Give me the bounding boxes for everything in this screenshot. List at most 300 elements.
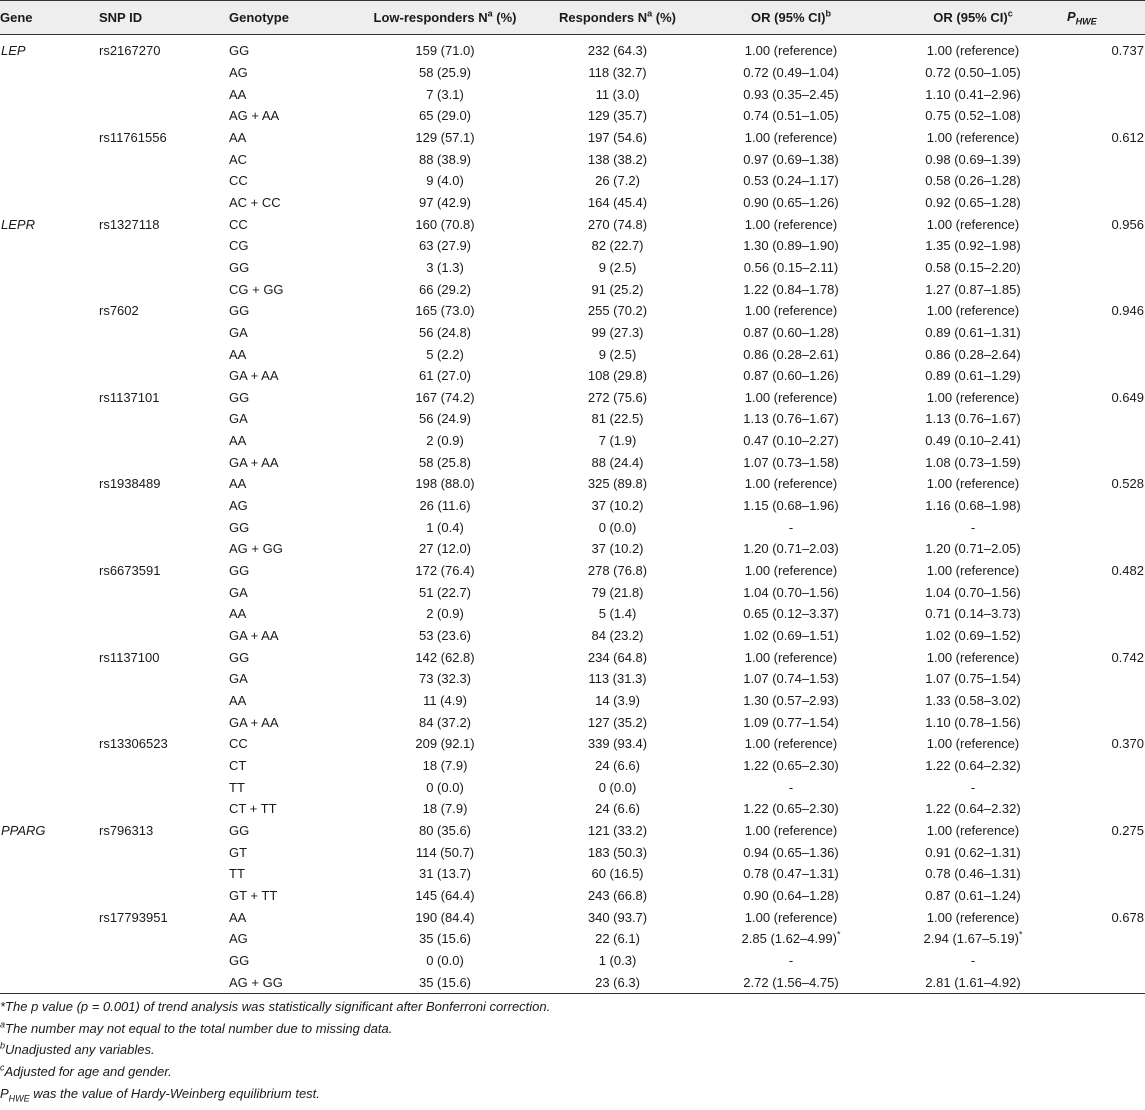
responders-cell: 325 (89.8): [587, 476, 648, 492]
p-hwe-cell: 0.742: [1111, 649, 1144, 665]
footnote-c: $^c$Adjusted for age and gender.: [0, 1062, 172, 1079]
genotype-cell: GT: [229, 844, 248, 860]
table-row: [0, 430, 1145, 452]
low-responders-cell: 145 (64.4): [415, 887, 475, 903]
p-hwe-cell: [1067, 148, 1145, 170]
or-adjusted-cell: 0.58 (0.15–2.20): [925, 259, 1021, 275]
p-hwe-cell: [1067, 538, 1145, 560]
low-responders-cell: 65 (29.0): [418, 108, 472, 124]
gene-cell: [0, 343, 99, 365]
p-hwe-cell: [1067, 105, 1145, 127]
responders-cell: 278 (76.8): [587, 563, 648, 579]
or-unadjusted-cell: 1.00 (reference): [744, 822, 838, 838]
responders-cell: 339 (93.4): [587, 736, 648, 752]
table-row: [0, 885, 1145, 907]
or-unadjusted-cell: 1.00 (reference): [744, 736, 838, 752]
p-hwe-cell: 0.528: [1111, 476, 1144, 492]
genotype-cell: GG: [229, 303, 250, 319]
or-unadjusted-cell: -: [788, 519, 794, 535]
snp-id-cell: [99, 841, 229, 863]
low-responders-cell: 84 (37.2): [418, 714, 472, 730]
table-row: [0, 863, 1145, 885]
or-unadjusted-cell: 1.20 (0.71–2.03): [743, 541, 839, 557]
gene-cell: [0, 257, 99, 279]
snp-id-cell: rs7602: [99, 303, 139, 319]
p-hwe-cell: [1067, 928, 1145, 950]
or-unadjusted-cell: 1.02 (0.69–1.51): [743, 628, 839, 644]
gene-cell: [0, 776, 99, 798]
responders-cell: 138 (38.2): [587, 151, 648, 167]
responders-cell: 88 (24.4): [591, 454, 644, 470]
genotype-cell: GA + AA: [229, 368, 279, 384]
snp-id-cell: [99, 581, 229, 603]
snp-id-cell: [99, 408, 229, 430]
gene-cell: [0, 841, 99, 863]
header-snp-id: SNP ID: [99, 1, 229, 35]
snp-id-cell: [99, 755, 229, 777]
table-row: [0, 322, 1145, 344]
genotype-cell: GG: [229, 563, 250, 579]
table-row: [0, 560, 1145, 582]
genotype-cell: CC: [229, 216, 248, 232]
genotype-cell: CC: [229, 736, 248, 752]
p-hwe-cell: 0.649: [1111, 389, 1144, 405]
gene-cell: [0, 798, 99, 820]
p-hwe-cell: [1067, 278, 1145, 300]
low-responders-cell: 209 (92.1): [415, 736, 475, 752]
snp-id-cell: [99, 322, 229, 344]
genotype-cell: AA: [229, 909, 247, 925]
or-adjusted-cell: -: [970, 952, 976, 968]
snp-id-cell: [99, 885, 229, 907]
responders-cell: 23 (6.3): [532, 971, 703, 993]
low-responders-cell: 18 (7.9): [422, 801, 468, 817]
table-row: [0, 105, 1145, 127]
snp-id-cell: rs6673591: [99, 563, 161, 579]
header-or-unadjusted: OR (95% CI)$^b$: [703, 1, 879, 35]
or-adjusted-cell: 0.89 (0.61–1.31): [925, 324, 1021, 340]
low-responders-cell: 172 (76.4): [415, 563, 475, 579]
gene-cell: [0, 906, 99, 928]
low-responders-cell: 80 (35.6): [418, 822, 472, 838]
genotype-cell: AG + AA: [229, 108, 280, 124]
p-hwe-cell: 0.946: [1111, 303, 1144, 319]
responders-cell: 79 (21.8): [591, 584, 644, 600]
snp-id-cell: [99, 863, 229, 885]
responders-cell: 118 (32.7): [588, 64, 647, 80]
snp-id-cell: [99, 62, 229, 84]
responders-cell: 60 (16.5): [591, 866, 644, 882]
snp-id-cell: [99, 776, 229, 798]
genotype-cell: GA: [229, 411, 248, 427]
or-unadjusted-cell: 1.00 (reference): [744, 303, 838, 319]
table-row: [0, 733, 1145, 755]
snp-id-cell: [99, 928, 229, 950]
or-adjusted-cell: 0.49 (0.10–2.41): [925, 433, 1021, 449]
genotype-cell: GA + AA: [229, 714, 279, 730]
table-row: [0, 451, 1145, 473]
header-genotype: Genotype: [229, 1, 358, 35]
snp-id-cell: rs1137101: [99, 389, 160, 405]
responders-cell: 243 (66.8): [587, 887, 648, 903]
or-unadjusted-cell: 1.00 (reference): [744, 909, 838, 925]
gene-cell: [0, 170, 99, 192]
low-responders-cell: 73 (32.3): [418, 671, 472, 687]
snp-id-cell: [99, 711, 229, 733]
snp-id-cell: rs1938489: [99, 476, 161, 492]
or-adjusted-cell: 1.00 (reference): [926, 822, 1020, 838]
p-hwe-cell: [1067, 408, 1145, 430]
or-unadjusted-cell: 0.74 (0.51–1.05): [743, 108, 839, 124]
or-adjusted-cell: 0.87 (0.61–1.24): [925, 887, 1021, 903]
low-responders-cell: 0 (0.0): [426, 952, 464, 968]
gene-cell: [0, 148, 99, 170]
p-hwe-cell: [1067, 690, 1145, 712]
table-row: [0, 408, 1145, 430]
or-unadjusted-cell: 1.09 (0.77–1.54): [743, 714, 839, 730]
responders-cell: 5 (1.4): [598, 606, 637, 622]
or-unadjusted-cell: 1.07 (0.74–1.53): [743, 671, 839, 687]
snp-id-cell: [99, 538, 229, 560]
snp-id-cell: rs11761556: [99, 129, 167, 145]
genotype-cell: AA: [229, 129, 247, 145]
gene-cell: [0, 885, 99, 907]
p-hwe-cell: [1067, 841, 1145, 863]
or-unadjusted-cell: 0.65 (0.12–3.37): [743, 606, 839, 622]
p-hwe-cell: [1067, 516, 1145, 538]
snp-id-cell: [99, 971, 229, 993]
genotype-cell: GG: [229, 43, 250, 59]
or-adjusted-cell: 1.08 (0.73–1.59): [925, 454, 1021, 470]
header-or-adjusted: OR (95% CI)$^c$: [879, 1, 1067, 35]
snp-id-cell: [99, 83, 229, 105]
gene-cell: [0, 646, 99, 668]
snp-id-cell: [99, 430, 229, 452]
table-row: [0, 906, 1145, 928]
snp-id-cell: [99, 668, 229, 690]
gene-cell: [0, 408, 99, 430]
gene-cell: [0, 278, 99, 300]
genotype-cell: CT: [229, 757, 247, 773]
gene-cell: [0, 516, 99, 538]
gene-cell: [0, 192, 99, 214]
p-hwe-cell: 0.737: [1111, 43, 1144, 59]
or-adjusted-cell: 0.98 (0.69–1.39): [925, 151, 1021, 167]
gene-cell: [0, 733, 99, 755]
p-hwe-cell: 0.678: [1111, 909, 1144, 925]
low-responders-cell: 53 (23.6): [418, 628, 472, 644]
p-hwe-cell: 0.956: [1111, 216, 1144, 232]
or-adjusted-cell: 0.75 (0.52–1.08): [925, 108, 1021, 124]
low-responders-cell: 198 (88.0): [415, 476, 475, 492]
or-unadjusted-cell: 1.00 (reference): [744, 43, 838, 59]
gene-cell: [0, 625, 99, 647]
responders-cell: 108 (29.8): [587, 368, 648, 384]
genotype-cell: AC + CC: [229, 194, 281, 210]
snp-id-cell: [99, 192, 229, 214]
table-row: [0, 127, 1145, 149]
p-hwe-cell: [1067, 257, 1145, 279]
genotype-cell: AA: [229, 433, 247, 449]
p-hwe-cell: [1067, 971, 1145, 993]
or-adjusted-cell: 0.86 (0.28–2.64): [925, 346, 1021, 362]
or-adjusted-cell: 1.00 (reference): [926, 216, 1020, 232]
or-unadjusted-cell: 0.97 (0.69–1.38): [743, 151, 839, 167]
low-responders-cell: 63 (27.9): [418, 238, 472, 254]
table-row: [0, 170, 1145, 192]
gene-cell: [0, 538, 99, 560]
genotype-cell: TT: [229, 779, 245, 795]
p-hwe-cell: [1067, 83, 1145, 105]
gene-cell: [0, 863, 99, 885]
or-adjusted-cell: 1.20 (0.71–2.05): [925, 541, 1021, 557]
genotype-cell: AA: [229, 606, 247, 622]
header-responders: Responders $N^a$ (%): [532, 1, 703, 35]
low-responders-cell: 5 (2.2): [426, 346, 464, 362]
low-responders-cell: 26 (11.6): [419, 498, 471, 514]
p-hwe-cell: [1067, 192, 1145, 214]
gene-cell: [0, 950, 99, 972]
snp-id-cell: [99, 278, 229, 300]
genotype-cell: TT: [229, 866, 245, 882]
table-row: [0, 820, 1145, 842]
snp-id-cell: [99, 950, 229, 972]
responders-cell: 121 (33.2): [587, 822, 648, 838]
snp-id-cell: [99, 170, 229, 192]
or-unadjusted-cell: 1.15 (0.68–1.96): [743, 498, 839, 514]
header-low-responders: Low-responders $N^a$ (%): [358, 1, 532, 35]
low-responders-cell: 56 (24.9): [418, 411, 472, 427]
gene-cell: [0, 603, 99, 625]
low-responders-cell: 167 (74.2): [415, 389, 475, 405]
genotype-cell: GG: [229, 649, 250, 665]
responders-cell: 11 (3.0): [595, 86, 640, 102]
or-unadjusted-cell: 1.00 (reference): [744, 216, 838, 232]
footnotes: [0, 994, 1145, 1110]
responders-cell: 164 (45.4): [587, 194, 648, 210]
responders-cell: 1 (0.3): [598, 952, 637, 968]
p-hwe-cell: [1067, 950, 1145, 972]
snp-id-cell: [99, 495, 229, 517]
low-responders-cell: 61 (27.0): [418, 368, 472, 384]
low-responders-cell: 66 (29.2): [418, 281, 472, 297]
table-row: [0, 646, 1145, 668]
table-row: [0, 625, 1145, 647]
responders-cell: 0 (0.0): [598, 779, 637, 795]
table-row: [0, 581, 1145, 603]
responders-cell: 255 (70.2): [587, 303, 648, 319]
snp-id-cell: [99, 625, 229, 647]
snp-id-cell: rs2167270: [99, 43, 161, 59]
gene-cell: [0, 322, 99, 344]
genotype-cell: GG: [229, 952, 250, 968]
or-unadjusted-cell: 1.00 (reference): [744, 476, 838, 492]
gene-cell: [0, 971, 99, 993]
low-responders-cell: 18 (7.9): [422, 757, 468, 773]
table-row: [0, 950, 1145, 972]
table-row: [0, 365, 1145, 387]
or-unadjusted-cell: 1.04 (0.70–1.56): [743, 584, 839, 600]
responders-cell: 9 (2.5): [598, 259, 637, 275]
gene-cell: LEPR: [1, 216, 35, 232]
gene-cell: PPARG: [1, 822, 46, 838]
low-responders-cell: 129 (57.1): [415, 129, 475, 145]
gene-cell: [0, 62, 99, 84]
responders-cell: 14 (3.9): [595, 693, 640, 709]
low-responders-cell: 97 (42.9): [418, 194, 472, 210]
table-row: [0, 300, 1145, 322]
or-adjusted-cell: 1.27 (0.87–1.85): [925, 281, 1021, 297]
header-p-hwe: $P_{HWE}$: [1067, 1, 1145, 35]
genotype-cell: CT + TT: [229, 801, 277, 817]
or-unadjusted-cell: 0.90 (0.65–1.26): [743, 194, 839, 210]
low-responders-cell: 56 (24.8): [418, 324, 472, 340]
or-adjusted-cell: 0.91 (0.62–1.31): [925, 844, 1021, 860]
table-row: [0, 235, 1145, 257]
responders-cell: 82 (22.7): [591, 238, 644, 254]
genotype-cell: GG: [229, 822, 250, 838]
or-adjusted-cell: 0.78 (0.46–1.31): [925, 866, 1021, 882]
p-hwe-cell: [1067, 603, 1145, 625]
or-unadjusted-cell: 1.00 (reference): [744, 649, 838, 665]
snp-id-cell: rs13306523: [99, 736, 168, 752]
p-hwe-cell: [1067, 322, 1145, 344]
table-row: [0, 40, 1145, 62]
genotype-cell: AC: [229, 151, 248, 167]
snp-id-cell: [99, 516, 229, 538]
responders-cell: 340 (93.7): [587, 909, 648, 925]
p-hwe-cell: [1067, 885, 1145, 907]
gene-cell: [0, 690, 99, 712]
table-row: [0, 387, 1145, 409]
p-hwe-cell: [1067, 495, 1145, 517]
table-body: [0, 40, 1145, 993]
responders-cell: 37 (10.2): [591, 498, 644, 514]
genotype-cell: GT + TT: [229, 887, 278, 903]
genotype-cell: GA: [229, 671, 248, 687]
p-hwe-cell: [1067, 625, 1145, 647]
or-unadjusted-cell: 1.00 (reference): [744, 389, 838, 405]
p-hwe-cell: [1067, 668, 1145, 690]
gene-cell: [0, 473, 99, 495]
table-row: [0, 343, 1145, 365]
p-hwe-cell: [1067, 863, 1145, 885]
table-row: [0, 495, 1145, 517]
genotype-cell: GG: [229, 519, 250, 535]
responders-cell: 91 (25.2): [591, 281, 644, 297]
header-row: [0, 1, 1145, 35]
or-adjusted-cell: 1.07 (0.75–1.54): [925, 671, 1021, 687]
genotype-cell: CG + GG: [229, 281, 284, 297]
genotype-cell: CC: [229, 173, 248, 189]
low-responders-cell: 88 (38.9): [418, 151, 472, 167]
responders-cell: 24 (6.6): [595, 757, 640, 773]
or-adjusted-cell: 1.22 (0.64–2.32): [925, 757, 1021, 773]
gene-cell: [0, 105, 99, 127]
table-row: [0, 928, 1145, 950]
table-row: [0, 473, 1145, 495]
or-adjusted-cell: 1.00 (reference): [926, 736, 1020, 752]
genotype-cell: GA + AA: [229, 454, 279, 470]
gene-cell: [0, 560, 99, 582]
table-row: [0, 711, 1145, 733]
or-unadjusted-cell: 1.30 (0.89–1.90): [743, 238, 839, 254]
gene-cell: [0, 581, 99, 603]
genotype-cell: AA: [229, 346, 247, 362]
low-responders-cell: 35 (15.6): [418, 931, 472, 947]
or-unadjusted-cell: 1.07 (0.73–1.58): [743, 454, 839, 470]
genotype-cell: AG + GG: [229, 971, 358, 993]
low-responders-cell: 11 (4.9): [423, 693, 467, 709]
responders-cell: 113 (31.3): [588, 671, 647, 687]
table-row: [0, 603, 1145, 625]
or-adjusted-cell: 1.35 (0.92–1.98): [925, 238, 1021, 254]
responders-cell: 0 (0.0): [598, 519, 637, 535]
gene-cell: [0, 365, 99, 387]
or-unadjusted-cell: 1.00 (reference): [744, 129, 838, 145]
footnote-b: $^b$Unadjusted any variables.: [0, 1040, 155, 1058]
genotype-cell: AA: [229, 693, 247, 709]
p-hwe-cell: 0.275: [1111, 822, 1144, 838]
low-responders-cell: 159 (71.0): [415, 43, 475, 59]
or-adjusted-cell: 0.58 (0.26–1.28): [925, 173, 1021, 189]
low-responders-cell: 114 (50.7): [415, 844, 475, 860]
footnote-hwe: $P_{HWE}$ was the value of Hardy-Weinberg equilibrium test.: [0, 1085, 320, 1104]
genotype-cell: AA: [229, 86, 247, 102]
responders-cell: 129 (35.7): [587, 108, 648, 124]
snp-id-cell: [99, 343, 229, 365]
genotype-cell: GA + AA: [229, 628, 279, 644]
snp-id-cell: rs1137100: [99, 649, 160, 665]
genotype-cell: GA: [229, 584, 248, 600]
or-unadjusted-cell: -: [788, 779, 794, 795]
or-unadjusted-cell: 1.22 (0.65–2.30): [743, 801, 839, 817]
table-row: [0, 213, 1145, 235]
responders-cell: 81 (22.5): [591, 411, 644, 427]
gene-cell: [0, 711, 99, 733]
p-hwe-cell: [1067, 170, 1145, 192]
gene-cell: [0, 755, 99, 777]
gene-cell: [0, 451, 99, 473]
snp-id-cell: [99, 798, 229, 820]
footnote-a: $^a$The number may not equal to the total number due to missing data.: [0, 1019, 393, 1036]
gene-cell: [0, 928, 99, 950]
or-unadjusted-cell: 0.90 (0.64–1.28): [743, 887, 839, 903]
or-adjusted-cell: 1.13 (0.76–1.67): [925, 411, 1021, 427]
or-adjusted-cell: 0.72 (0.50–1.05): [925, 64, 1021, 80]
genotype-cell: AG: [229, 931, 248, 947]
or-unadjusted-cell: 0.56 (0.15–2.11): [743, 259, 839, 275]
low-responders-cell: 190 (84.4): [415, 909, 475, 925]
low-responders-cell: 58 (25.9): [418, 64, 472, 80]
low-responders-cell: 7 (3.1): [426, 86, 464, 102]
or-adjusted-cell: 2.81 (1.61–4.92): [879, 971, 1067, 993]
p-hwe-cell: 0.370: [1111, 736, 1144, 752]
or-unadjusted-cell: 0.47 (0.10–2.27): [743, 433, 839, 449]
table-row: [0, 278, 1145, 300]
table-row: [0, 62, 1145, 84]
low-responders-cell: 51 (22.7): [418, 584, 472, 600]
or-adjusted-cell: 1.04 (0.70–1.56): [925, 584, 1021, 600]
genotype-cell: GG: [229, 259, 250, 275]
snp-id-cell: [99, 603, 229, 625]
p-hwe-cell: [1067, 711, 1145, 733]
p-hwe-cell: 0.612: [1111, 129, 1144, 145]
or-unadjusted-cell: 0.72 (0.49–1.04): [743, 64, 839, 80]
low-responders-cell: 35 (15.6): [358, 971, 532, 993]
low-responders-cell: 1 (0.4): [426, 519, 464, 535]
responders-cell: 232 (64.3): [587, 43, 648, 59]
